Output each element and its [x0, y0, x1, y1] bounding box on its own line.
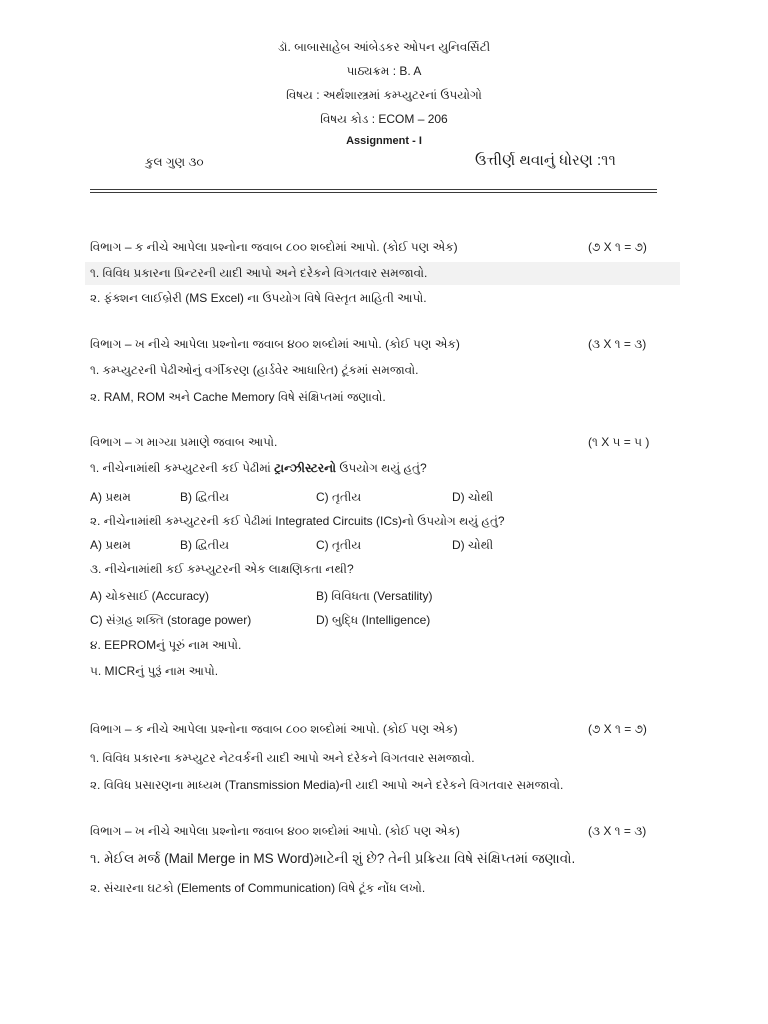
question: ૧. વિવિધ પ્રકારના કમ્પ્યુટર નેટવર્કની યાદી આપો અને દરેકને વિગતવાર સમજાવો. — [90, 751, 475, 765]
assignment-title: Assignment - I — [346, 135, 422, 147]
mcq-option: B) દ્વિતીય — [180, 538, 230, 552]
mcq-option: A) પ્રથમ — [90, 538, 131, 552]
section-marks: (૭ X ૧ = ૭) — [588, 240, 647, 254]
section-heading: વિભાગ – ક નીચે આપેલા પ્રશ્નોના જવાબ ૮૦૦ શબ્દોમાં આપો. (કોઈ પણ એક) — [90, 240, 458, 254]
mcq-option: B) દ્વિતીય — [180, 490, 230, 504]
mcq-option: D) ચોથી — [452, 490, 494, 504]
section-heading: વિભાગ – ગ માગ્યા પ્રમાણે જવાબ આપો. — [90, 435, 278, 449]
mcq-option: B) વિવિધતા (Versatility) — [316, 589, 433, 603]
short-question: ૫. MICRનું પુરૂં નામ આપો. — [90, 664, 219, 678]
passing-marks: ઉત્તીર્ણ થવાનું ધોરણ :૧૧ — [475, 152, 616, 169]
section-marks: (૧ X ૫ = ૫ ) — [588, 435, 650, 449]
total-marks: કુલ ગુણ ૩૦ — [145, 155, 204, 169]
section-heading: વિભાગ – ખ નીચે આપેલા પ્રશ્નોના જવાબ ૪૦૦ શબ્દોમાં આપો. (કોઈ પણ એક) — [90, 824, 460, 838]
subject-code-line: વિષય કોડ : ECOM – 206 — [320, 112, 448, 126]
mcq-option: C) તૃતીય — [316, 538, 362, 552]
mcq-question-emphasis: ટ્રાન્ઝીસ્ટરનો — [274, 461, 337, 475]
mcq-option: A) પ્રથમ — [90, 490, 131, 504]
section-heading: વિભાગ – ખ નીચે આપેલા પ્રશ્નોના જવાબ ૪૦૦ શબ્દોમાં આપો. (કોઈ પણ એક) — [90, 337, 460, 351]
subject-line: વિષય : અર્થશાસ્ત્રમાં કમ્પ્યુટરનાં ઉપયોગો — [286, 88, 482, 102]
mcq-option: D) બુદ્ધિ (Intelligence) — [316, 613, 431, 627]
question: ૨. RAM, ROM અને Cache Memory વિષે સંક્ષિપ્તમાં જણાવો. — [90, 390, 386, 404]
question: ૨. ફંક્શન લાઈબ્રેરી (MS Excel) ના ઉપયોગ વિષે વિસ્તૃત માહિતી આપો. — [90, 291, 427, 305]
mcq-option: C) તૃતીય — [316, 490, 362, 504]
course-line: પાઠ્યક્રમ : B. A — [346, 64, 422, 78]
mcq-question-text: ૧. નીચેનામાંથી કમ્પ્યુટરની કઈ પેઢીમાં — [90, 461, 275, 475]
mcq-question: ૩. નીચેનામાંથી કઈ કમ્પ્યુટરની એક લાક્ષણિકતા નથી? — [90, 562, 354, 576]
mcq-option: D) ચોથી — [452, 538, 494, 552]
question: ૨. સંચારના ઘટકો (Elements of Communication) વિષે ટૂંક નોંધ લખો. — [90, 881, 426, 895]
mcq-question — [90, 460, 427, 476]
section-heading: વિભાગ – ક નીચે આપેલા પ્રશ્નોના જવાબ ૮૦૦ શબ્દોમાં આપો. (કોઈ પણ એક) — [90, 722, 458, 736]
mcq-option: A) ચોકસાઈ (Accuracy) — [90, 589, 210, 603]
question: ૧. મેઈલ મર્જ (Mail Merge in MS Word)માટેની શું છે? તેની પ્રક્રિયા વિષે સંક્ષિપ્તમાં જણાવો. — [90, 851, 576, 866]
university-name: ડૉ. બાબાસાહેબ આંબેડકર ઓપન યુનિવર્સિટી — [277, 40, 491, 54]
mcq-question: ૨. નીચેનામાંથી કમ્પ્યુટરની કઈ પેઢીમાં Integrated Circuits (ICs)નો ઉપયોગ થયું હતું? — [90, 514, 505, 528]
double-divider — [90, 189, 657, 193]
mcq-question-text: ઉપયોગ થયું હતું? — [336, 461, 427, 475]
short-question: ૪. EEPROMનું પૂરું નામ આપો. — [90, 638, 242, 652]
section-marks: (૩ X ૧ = ૩) — [588, 337, 647, 351]
mcq-option: C) સંગ્રહ શક્તિ (storage power) — [90, 613, 252, 627]
question: ૧. કમ્પ્યુટરની પેઢીઓનું વર્ગીકરણ (હાર્ડવેર આધારિત) ટૂંકમાં સમજાવો. — [90, 363, 419, 377]
section-marks: (૩ X ૧ = ૩) — [588, 824, 647, 838]
section-marks: (૭ X ૧ = ૭) — [588, 722, 647, 736]
question: ૨. વિવિધ પ્રસારણના માધ્યમ (Transmission Media)ની યાદી આપો અને દરેકને વિગતવાર સમજાવો. — [90, 778, 564, 792]
question: ૧. વિવિધ પ્રકારના પ્રિન્ટરની યાદી આપો અને દરેકને વિગતવાર સમજાવો. — [90, 266, 428, 280]
